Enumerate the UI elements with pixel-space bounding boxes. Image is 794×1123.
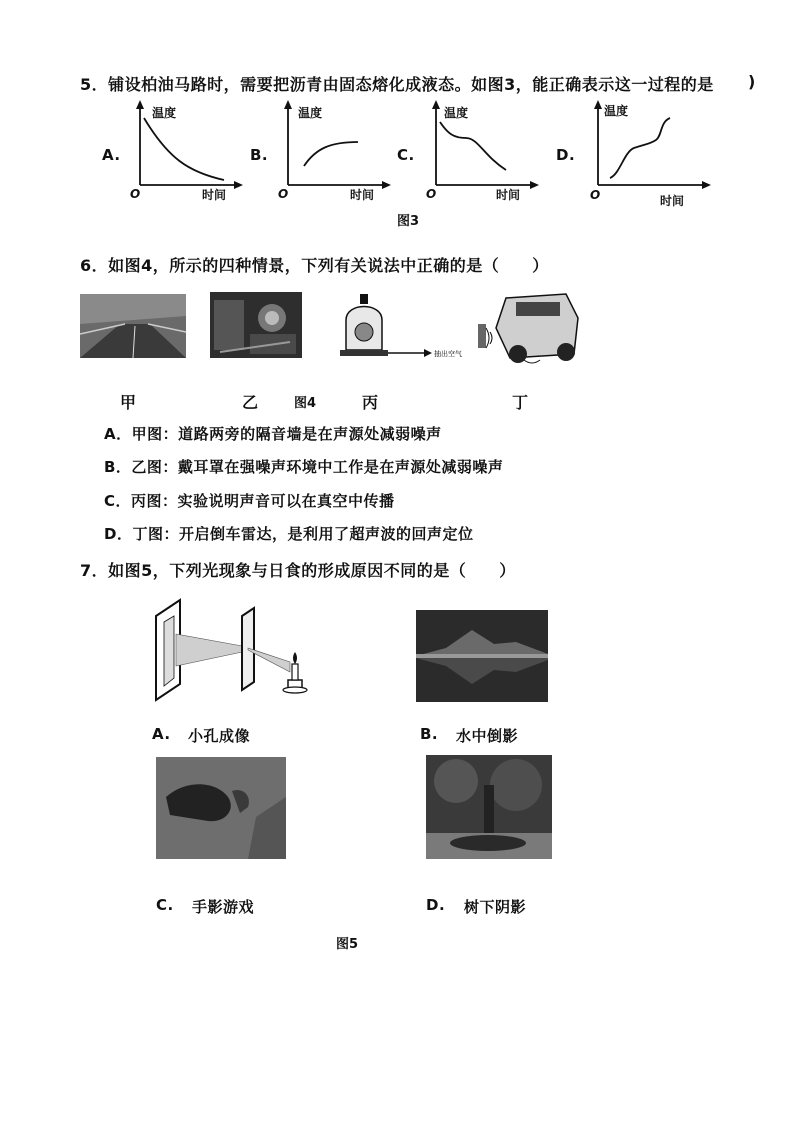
q7-option-c-label: 手影游戏 (192, 898, 255, 916)
q5-graph-d-ylabel: 温度 (604, 104, 629, 118)
q5-graph-a (128, 100, 243, 195)
q6-label-bing: 丙 (362, 393, 379, 412)
q6-photo-yi-earmuffs (210, 292, 302, 358)
q5-answer-paren: ) (748, 72, 756, 91)
q6-bell-jar-diagram (336, 290, 466, 362)
q5-figure-caption: 图3 (397, 214, 420, 229)
q5-graph-b (276, 100, 391, 195)
q5-graph-a-xlabel: 时间 (202, 188, 227, 202)
q6-option-c: C．丙图：实验说明声音可以在真空中传播 (104, 492, 395, 510)
q6-label-jia: 甲 (120, 393, 137, 412)
q6-label-ding: 丁 (512, 393, 529, 412)
q6-label-yi: 乙 (242, 393, 259, 412)
q6-option-b: B．乙图：戴耳罩在强噪声环境中工作是在声源处减弱噪声 (104, 458, 504, 476)
q6-option-a: A．甲图：道路两旁的隔音墙是在声源处减弱噪声 (104, 425, 442, 443)
q5-option-b-letter: B. (250, 146, 269, 164)
q7-option-a-label: 小孔成像 (188, 727, 251, 745)
q7-stem: 7．如图5，下列光现象与日食的形成原因不同的是（ ） (80, 561, 516, 580)
q7-photo-hand-shadow (156, 757, 286, 859)
q6-stem: 6．如图4，所示的四种情景，下列有关说法中正确的是（ ） (80, 256, 549, 275)
q5-curve-c (440, 122, 506, 170)
q5-graph-b-xlabel: 时间 (350, 188, 375, 202)
q5-curve-b (304, 142, 358, 166)
q5-option-d-letter: D. (556, 146, 576, 164)
q5-graph-b-ylabel: 温度 (298, 106, 323, 120)
q5-graph-b-origin: O (278, 187, 289, 201)
q7-option-b-letter: B. (420, 725, 439, 743)
q5-option-a-letter: A. (102, 146, 121, 164)
q6-car-reversing-radar (470, 288, 580, 368)
q6-option-d: D．丁图：开启倒车雷达，是利用了超声波的回声定位 (104, 525, 474, 543)
q5-graph-c-origin: O (426, 187, 437, 201)
q5-graph-a-origin: O (130, 187, 141, 201)
q5-stem: 5．铺设柏油马路时，需要把沥青由固态熔化成液态。如图3，能正确表示这一过程的是 (80, 75, 714, 94)
q5-graph-c (424, 100, 539, 195)
q7-figure-caption: 图5 (336, 937, 359, 952)
q7-option-b-label: 水中倒影 (456, 727, 519, 745)
q7-option-d-label: 树下阴影 (464, 898, 527, 916)
q5-graph-c-xlabel: 时间 (496, 188, 521, 202)
q5-curve-a (144, 118, 224, 180)
q5-graph-a-ylabel: 温度 (152, 106, 177, 120)
q6-bell-jar-tag: 抽出空气 (434, 350, 462, 358)
q7-photo-water-reflection (416, 610, 548, 702)
q5-graph-d-xlabel: 时间 (660, 194, 685, 208)
q5-curve-d (610, 118, 670, 178)
q7-option-a-letter: A. (152, 725, 171, 743)
q6-figure-caption: 图4 (294, 396, 317, 411)
q7-photo-tree-shadow (426, 755, 552, 859)
q7-pinhole-diagram (150, 592, 320, 704)
q5-graph-c-ylabel: 温度 (444, 106, 469, 120)
q6-photo-jia-road-barrier (80, 294, 186, 358)
q5-graph-d-origin: O (590, 188, 601, 202)
q5-option-c-letter: C. (397, 146, 415, 164)
q7-option-d-letter: D. (426, 896, 446, 914)
q7-option-c-letter: C. (156, 896, 174, 914)
